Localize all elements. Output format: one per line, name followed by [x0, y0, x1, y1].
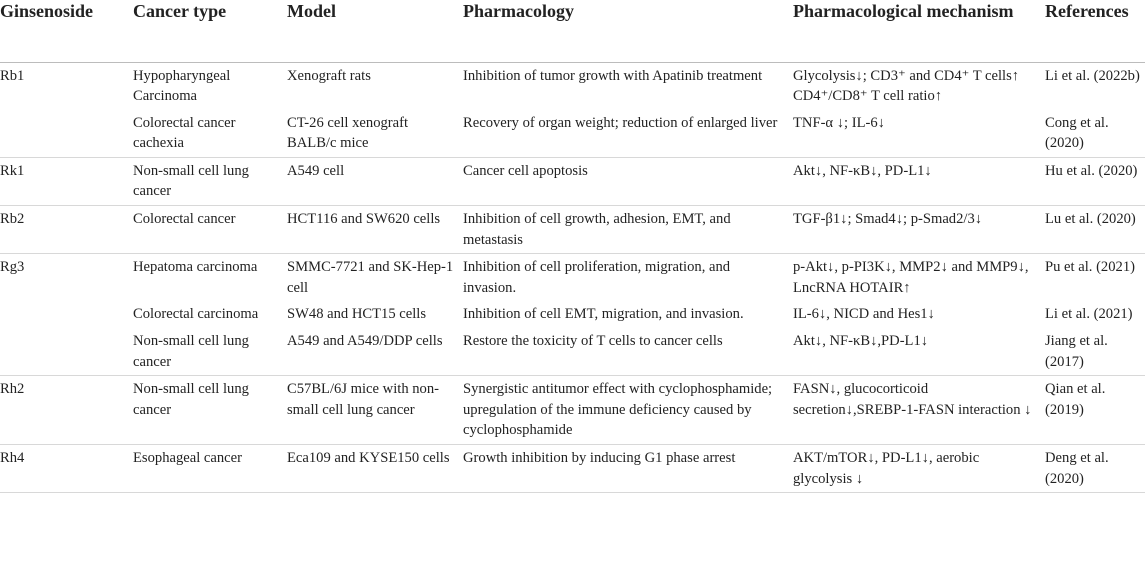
header-row — [0, 0, 1145, 62]
cell-reference: Hu et al. (2020) — [1045, 162, 1138, 179]
cell-pharmacology: Inhibition of cell growth, adhesion, EMT, and metastasis — [463, 211, 731, 248]
cell-model: SW48 and HCT15 cells — [287, 306, 427, 323]
cell-pharmacology: Restore the toxicity of T cells to cancer cells — [463, 333, 723, 350]
table-row — [0, 254, 1145, 302]
header-pharmacology: Pharmacology — [463, 1, 574, 21]
cell-reference: Deng et al. (2020) — [1045, 450, 1109, 487]
table-row — [0, 445, 1145, 493]
table-body — [0, 62, 1145, 493]
table-row — [0, 206, 1145, 254]
cell-cancer-type: Hepatoma carcinoma — [133, 259, 258, 276]
cell-cancer-type: Colorectal cancer — [133, 211, 236, 228]
cell-reference: Li et al. (2021) — [1045, 306, 1133, 323]
cell-reference: Cong et al. (2020) — [1045, 114, 1109, 152]
table-row — [0, 157, 1145, 205]
cell-mechanism: Akt↓, NF-κB↓,PD-L1↓ — [793, 333, 929, 350]
cell-pharmacology: Recovery of organ weight; reduction of enlarged liver — [463, 114, 778, 131]
cell-reference: Pu et al. (2021) — [1045, 259, 1135, 276]
cell-cancer-type: Colorectal cancer cachexia — [133, 114, 236, 152]
table-row — [0, 62, 1145, 110]
cell-cancer-type: Esophageal cancer — [133, 450, 242, 466]
table-row — [0, 110, 1145, 158]
cell-mechanism: FASN↓, glucocorticoid secretion↓,SREBP-1-FASN interaction ↓ — [793, 381, 1032, 418]
cell-mechanism: TGF-β1↓; Smad4↓; p-Smad2/3↓ — [793, 211, 983, 228]
cell-mechanism: p-Akt↓, p-PI3K↓, MMP2↓ and MMP9↓, LncRNA HOTAIR↑ — [793, 259, 1029, 296]
header-mechanism: Pharmacological mechanism — [793, 1, 1014, 21]
cell-pharmacology: Cancer cell apoptosis — [463, 162, 588, 179]
cell-pharmacology: Growth inhibition by inducing G1 phase arrest — [463, 450, 736, 466]
header-ginsenoside: Ginsenoside — [0, 1, 94, 21]
cell-pharmacology: Inhibition of tumor growth with Apatinib treatment — [463, 67, 763, 84]
cell-model: SMMC-7721 and SK-Hep-1 cell — [287, 259, 454, 296]
cell-model: A549 and A549/DDP cells — [287, 333, 443, 350]
cell-model: HCT116 and SW620 cells — [287, 211, 441, 228]
cell-ginsenoside: Rb2 — [0, 211, 25, 228]
cell-model: A549 cell — [287, 162, 345, 179]
cell-ginsenoside: Rg3 — [0, 259, 25, 276]
cell-mechanism: AKT/mTOR↓, PD-L1↓, aerobic glycolysis ↓ — [793, 450, 980, 487]
cell-reference: Lu et al. (2020) — [1045, 211, 1136, 228]
cell-ginsenoside: Rb1 — [0, 67, 25, 84]
header-references: References — [1045, 1, 1129, 21]
cell-model: C57BL/6J mice with non-small cell lung cancer — [287, 381, 440, 418]
cell-reference: Li et al. (2022b) — [1045, 67, 1140, 84]
table-header — [0, 0, 1145, 62]
cell-ginsenoside: Rh2 — [0, 381, 25, 398]
cell-mechanism: IL-6↓, NICD and Hes1↓ — [793, 306, 935, 323]
cell-cancer-type: Hypopharyngeal Carcinoma — [133, 67, 231, 105]
cell-pharmacology: Inhibition of cell EMT, migration, and invasion. — [463, 306, 744, 323]
cell-mechanism: Akt↓, NF-κB↓, PD-L1↓ — [793, 162, 932, 179]
cell-ginsenoside: Rh4 — [0, 450, 25, 466]
cell-mechanism: TNF-α ↓; IL-6↓ — [793, 114, 885, 131]
cell-ginsenoside — [0, 328, 129, 376]
header-model: Model — [287, 1, 336, 21]
cell-reference: Qian et al. (2019) — [1045, 381, 1106, 418]
cell-mechanism: Glycolysis↓; CD3⁺ and CD4⁺ T cells↑ CD4⁺/CD8⁺ T cell ratio↑ — [793, 67, 1020, 105]
cell-model: CT-26 cell xenograft BALB/c mice — [287, 114, 409, 152]
cell-cancer-type: Non-small cell lung cancer — [133, 162, 249, 200]
cell-pharmacology: Synergistic antitumor effect with cyclophosphamide; upregulation of the immune deficiency caused by cyclophosphamide — [463, 381, 773, 439]
cell-model: Xenograft rats — [287, 67, 371, 84]
cell-cancer-type: Non-small cell lung cancer — [133, 381, 249, 418]
cell-ginsenoside — [0, 110, 129, 158]
cell-cancer-type: Colorectal carcinoma — [133, 306, 259, 323]
table-row — [0, 328, 1145, 376]
cell-cancer-type: Non-small cell lung cancer — [133, 333, 249, 370]
header-cancer-type: Cancer type — [133, 1, 227, 21]
cell-model: Eca109 and KYSE150 cells — [287, 450, 450, 466]
cell-ginsenoside — [0, 301, 129, 328]
cell-reference: Jiang et al. (2017) — [1045, 333, 1108, 370]
table-row — [0, 376, 1145, 445]
cell-ginsenoside: Rk1 — [0, 162, 25, 179]
cell-pharmacology: Inhibition of cell proliferation, migration, and invasion. — [463, 259, 731, 296]
table-row — [0, 301, 1145, 328]
